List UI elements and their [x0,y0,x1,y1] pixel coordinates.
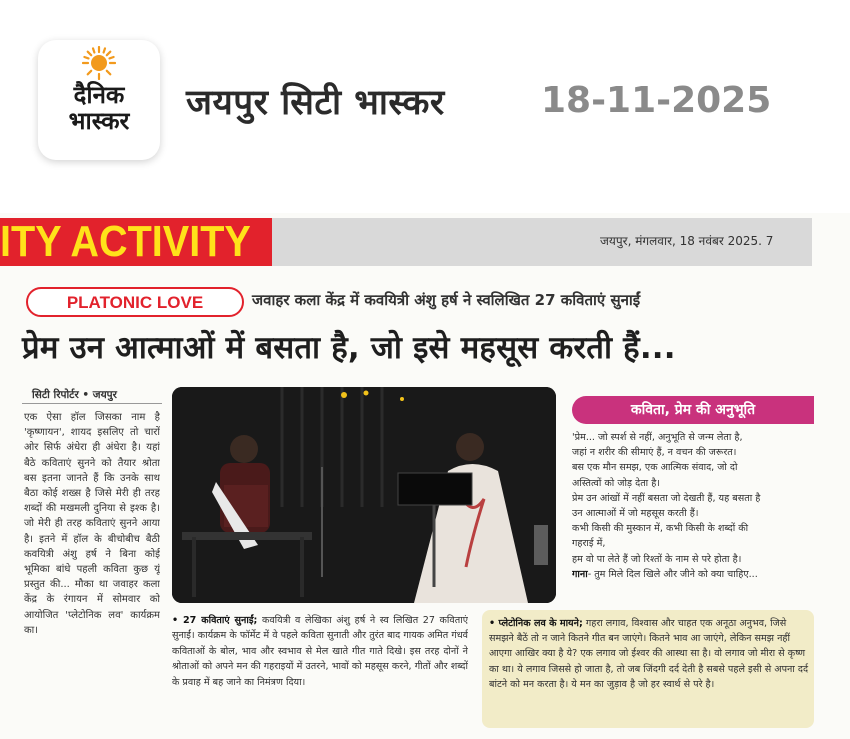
poem-line: हम वो पा लेते हैं जो रिश्तों के नाम से परे होता है। [572,553,742,565]
story-kicker: जवाहर कला केंद्र में कवयित्री अंशु हर्ष ने स्वलिखित 27 कविताएं सुनाईं [252,291,641,309]
poem-line: जहां न शरीर की सीमाएं हैं, न वचन की जरूरत। [572,447,737,459]
dateline: जयपुर, मंगलवार, 18 नवंबर 2025. 7 [600,234,774,248]
section-banner-text: ITY ACTIVITY [0,217,251,266]
beige-body: गहरा लगाव, विश्वास और चाहत एक अनूठा अनुभव, जिसे समझने बैठें तो न जाने कितने गीत बन जाएंगे। कितने भाव आ जाएंगे, लेकिन समझ नहीं आएगा आखिर क्या है ये? एक लगाव जो ईश्वर की आस्था सा है। वो लगाव जो मीरा से कृष्ण का था। ये लगाव जिससे हो जाता है, तो जब जिंदगी दर्द देती है सबसे पहले इसी से अपना दर्द बांटने को मन करता है। ये मन का जुड़ाव है जो हर स्वार्थ से परे है। [489,618,809,690]
byline: सिटी रिपोर्टर • जयपुर [32,389,117,401]
poem-line: उन आत्माओं में जो महसूस करती हैं। [572,508,699,520]
song-text: - तुम मिले दिल खिले और जीने को क्या चाहिए... [587,568,758,580]
platonic-love-text [489,616,811,728]
sun-logo-icon [82,46,116,80]
song-line [572,567,812,582]
edition-date: 18-11-2025 [541,80,772,121]
poem-line: कभी किसी की मुस्कान में, कभी किसी के शब्दों की [572,523,749,535]
song-label: गाना [572,568,588,580]
middle-column-text [172,613,468,733]
left-column-text: एक ऐसा हॉल जिसका नाम है 'कृष्णायन', शायद इसलिए तो चारों ओर सिर्फ अंधेरा ही अंधेरा है। यहां बैठे कविताएं सुनने को तैयार श्रोता बस इतना जानते हैं कि उनके साथ बैठा कोई शख्स है जिसे मेरी ही तरह शब्दों की मखमली दुनिया से इश्क है। जो मेरी ही तरह कविताएं सुनने आया है। इतने में हॉल के बीचोबीच बैठी कवयित्री अंशु हर्ष ने बिना कोई भूमिका बांधे पहली कविता कुछ यूं प्रस्तुत की... मौका था जवाहर कला केंद्र के रंगायन में सोमवार को आयोजित 'प्लेटोनिक लव' कार्यक्रम का। [24,412,160,636]
logo-line-2: भास्कर [68,107,130,135]
poem-line: गहराई में, [572,538,606,550]
poem-heading-box [572,396,814,424]
poem-line: प्रेम उन आंखों में नहीं बसता जो देखती हैं, यह बसता है [572,492,761,504]
logo-line-1: दैनिक [73,81,125,109]
edition-title: जयपुर सिटी भास्कर [186,83,445,123]
byline-divider [22,403,162,404]
poem-line: बस एक मौन समझ, एक आत्मिक संवाद, जो दो [572,462,738,474]
poem-heading: कविता, प्रेम की अनुभूति [630,402,756,418]
story-tag [26,287,244,317]
event-photo-illustration [172,387,556,603]
story-tag-label: PLATONIC LOVE [66,293,204,312]
mid-body: कवयित्री व लेखिका अंशु हर्ष ने स्व लिखित 27 कविताएं सुनाईं। कार्यक्रम के फॉर्मेट में वे पहले कविता सुनाती और तुरंत बाद गायक अमित गंधर्व कविताओं के बोल, भाव और स्वभाव से मेल खाते गीत गाते दिखे। इस तरह दोनों ने श्रोताओं को अपने मन की गहराइयों में उतरने, भावों को महसूस करने, गीतों और शब्दों के प्रवाह में बह जाने का निमंत्रण दिया। [172,615,468,688]
headline: प्रेम उन आत्माओं में बसता है, जो इसे महसूस करती हैं... [22,330,676,366]
poem-line: 'प्रेम... जो स्पर्श से नहीं, अनुभूति से जन्म लेता है, [572,432,743,443]
mid-lead: • 27 कविताएं सुनाईं; [172,615,258,626]
poem-text [572,430,812,606]
dainik-bhaskar-logo [38,40,160,160]
poem-line: अस्तित्वों को जोड़ देता है। [572,477,660,489]
beige-lead: • प्लेटोनिक लव के मायने; [489,618,583,629]
event-photo [172,387,556,603]
logo-wordmark [38,82,160,134]
